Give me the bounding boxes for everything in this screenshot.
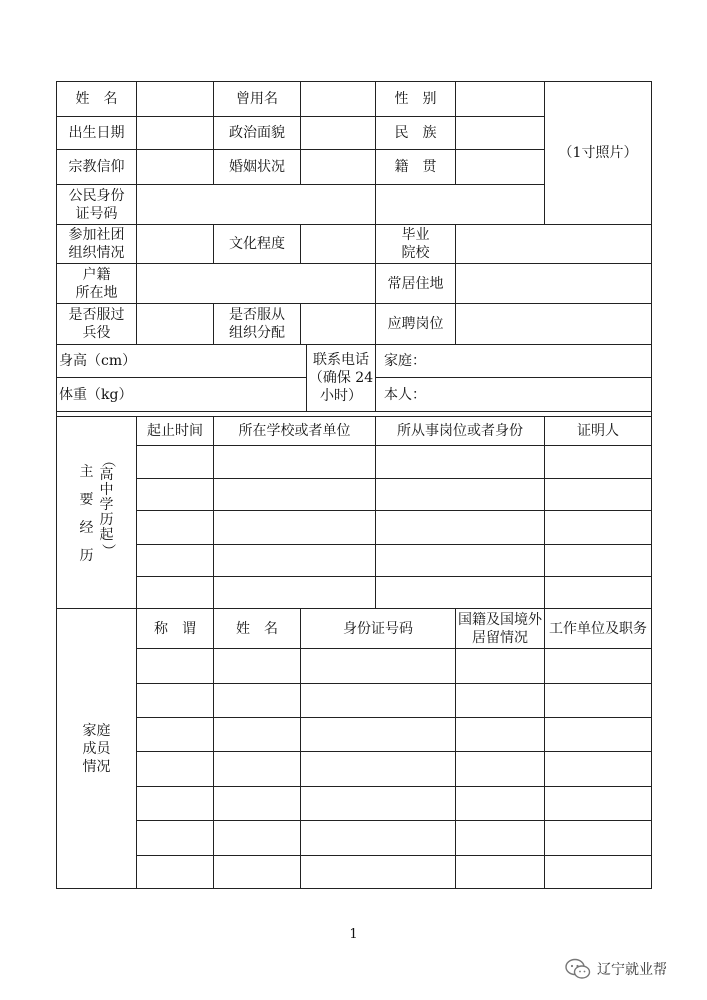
experience-row[interactable] <box>137 446 651 478</box>
family-row[interactable] <box>137 787 651 820</box>
family-row[interactable] <box>137 684 651 717</box>
label-phone-l2: （确保 24 <box>308 370 374 386</box>
experience-title-note <box>100 453 114 558</box>
experience-header-period: 起止时间 <box>147 423 203 439</box>
family-title-l1: 家庭 <box>82 722 111 739</box>
label-home-phone: 家庭： <box>384 353 426 369</box>
input-native-place[interactable] <box>456 150 544 184</box>
label-marital-status: 婚姻状况 <box>229 159 285 175</box>
label-social-org-l2: 组织情况 <box>68 245 125 261</box>
family-header-name: 姓 名 <box>236 620 278 637</box>
input-graduate-school[interactable] <box>456 225 651 263</box>
wechat-icon <box>565 958 591 980</box>
label-assignment-l2: 组织分配 <box>229 325 285 341</box>
input-social-org[interactable] <box>137 225 213 263</box>
input-id-number[interactable] <box>137 185 544 224</box>
family-row[interactable] <box>137 752 651 786</box>
input-weight[interactable] <box>137 378 306 411</box>
label-position: 应聘岗位 <box>387 316 444 332</box>
input-residence[interactable] <box>456 264 651 303</box>
input-gender[interactable] <box>456 82 544 116</box>
label-political-status: 政治面貌 <box>229 125 285 141</box>
input-marital-status[interactable] <box>301 150 375 184</box>
hline <box>56 411 652 412</box>
label-id-number-l1: 公民身份 <box>68 187 125 204</box>
label-military-l2: 兵役 <box>82 325 111 341</box>
label-residence: 常居住地 <box>387 275 444 292</box>
experience-header-role: 所从事岗位或者身份 <box>397 423 523 439</box>
label-own-phone: 本人： <box>384 386 426 403</box>
label-graduate-school-l1: 毕业 <box>401 227 430 243</box>
label-phone-l3: 小时） <box>320 388 362 404</box>
label-height: 身高（cm） <box>59 353 137 369</box>
label-former-name: 曾用名 <box>236 91 278 107</box>
label-religion: 宗教信仰 <box>68 159 125 175</box>
input-education-level[interactable] <box>301 225 375 263</box>
label-assignment-l1: 是否服从 <box>229 307 285 323</box>
family-row[interactable] <box>137 856 651 888</box>
experience-note-char: ） <box>99 543 115 558</box>
experience-note-char: （ <box>99 453 115 468</box>
label-hukou-l1: 户籍 <box>82 266 111 283</box>
experience-header-witness: 证明人 <box>577 423 619 439</box>
label-phone <box>307 345 375 411</box>
experience-row[interactable] <box>137 479 651 510</box>
label-social-org <box>57 225 136 263</box>
watermark <box>565 958 667 980</box>
experience-char: 主 <box>79 463 94 480</box>
family-header-employer: 工作单位及职务 <box>549 620 647 637</box>
page-number: 1 <box>349 927 358 942</box>
label-native-place: 籍 贯 <box>394 159 437 175</box>
input-hukou[interactable] <box>137 264 375 303</box>
experience-header-organization: 所在学校或者单位 <box>238 423 351 439</box>
experience-note-char: 起 <box>99 527 114 543</box>
experience-note-char: 学 <box>99 497 114 513</box>
hline <box>56 888 652 889</box>
label-military-l1: 是否服过 <box>68 307 125 323</box>
input-position[interactable] <box>456 304 651 344</box>
input-birth-date[interactable] <box>137 117 213 149</box>
experience-char: 历 <box>79 547 94 564</box>
input-home-phone[interactable] <box>382 345 651 377</box>
label-education-level: 文化程度 <box>229 236 285 252</box>
family-row[interactable] <box>137 821 651 855</box>
experience-row[interactable] <box>137 577 651 608</box>
label-graduate-school <box>376 225 455 263</box>
experience-row[interactable] <box>137 511 651 544</box>
experience-note-char: 历 <box>99 512 114 528</box>
label-id-number-l2: 证号码 <box>75 205 118 222</box>
family-header-nationality <box>456 609 544 648</box>
family-header-nationality-l1: 国籍及国境外 <box>458 611 542 628</box>
input-own-phone[interactable] <box>382 378 651 411</box>
experience-row[interactable] <box>137 545 651 576</box>
label-hukou-l2: 所在地 <box>75 284 118 301</box>
label-birth-date: 出生日期 <box>68 125 125 141</box>
label-military <box>57 304 136 344</box>
family-title-l2: 成员 <box>82 740 111 757</box>
experience-char: 经 <box>79 519 94 536</box>
family-header-id-number: 身份证号码 <box>343 620 413 637</box>
label-phone-l1: 联系电话 <box>313 352 369 368</box>
input-political-status[interactable] <box>301 117 375 149</box>
vline <box>651 81 652 889</box>
label-name: 姓 名 <box>75 91 118 107</box>
label-hukou <box>57 264 136 303</box>
experience-char: 要 <box>79 491 94 508</box>
family-header-relation: 称 谓 <box>154 620 196 637</box>
label-weight: 体重（kg） <box>59 386 133 403</box>
family-title-l3: 情况 <box>82 758 111 775</box>
input-height[interactable] <box>137 345 306 377</box>
watermark-text: 辽宁就业帮 <box>597 962 667 978</box>
label-graduate-school-l2: 院校 <box>401 245 430 261</box>
input-military[interactable] <box>137 304 213 344</box>
label-assignment <box>214 304 300 344</box>
label-social-org-l1: 参加社团 <box>68 227 125 243</box>
family-row[interactable] <box>137 649 651 683</box>
experience-title-main <box>80 461 94 565</box>
input-ethnicity[interactable] <box>456 117 544 149</box>
family-row[interactable] <box>137 718 651 751</box>
input-religion[interactable] <box>137 150 213 184</box>
photo-placeholder[interactable]: （1寸照片） <box>558 145 638 161</box>
label-ethnicity: 民 族 <box>394 125 437 141</box>
input-assignment[interactable] <box>301 304 375 344</box>
experience-note-char: 高 <box>99 467 114 483</box>
experience-section-title <box>57 417 136 608</box>
family-header-nationality-l2: 居留情况 <box>472 629 528 646</box>
family-section-title <box>57 609 136 888</box>
label-gender: 性 别 <box>394 91 437 107</box>
experience-note-char: 中 <box>99 482 114 498</box>
input-former-name[interactable] <box>301 82 375 116</box>
label-id-number <box>57 185 136 224</box>
input-name[interactable] <box>137 82 213 116</box>
